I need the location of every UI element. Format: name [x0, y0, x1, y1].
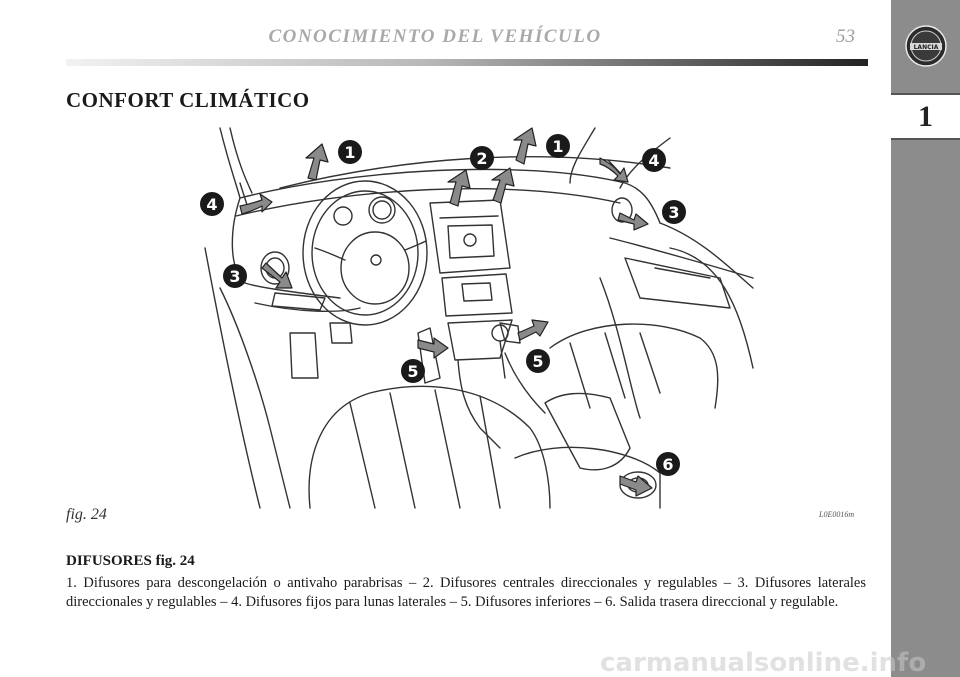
callout-3-right: 3 [668, 203, 680, 222]
callout-4-right: 4 [648, 151, 660, 170]
arrow-lower-right [518, 320, 548, 340]
running-header: CONOCIMIENTO DEL VEHÍCULO [268, 26, 602, 47]
figure-label: fig. 24 [66, 506, 107, 523]
body-paragraph: 1. Difusores para descongelación o antivaho parabrisas – 2. Difusores centrales direccionales y regulables – 3. Difusores laterales direccionales y regulables – 4. Difusores fijos para lunas laterales – 5. Difusores inferiores – 6. Salida trasera direccional y regulable. [66, 575, 866, 610]
callout-1-right: 1 [552, 137, 564, 156]
subheading: DIFUSORES fig. 24 [66, 553, 195, 569]
header-rule [66, 59, 868, 66]
callout-6: 6 [662, 455, 674, 474]
watermark-text: carmanualsonline.info [600, 648, 927, 677]
chapter-side-tab [891, 0, 960, 677]
callout-2: 2 [476, 149, 488, 168]
arrow-defrost-right [514, 128, 536, 164]
callout-1-left: 1 [344, 143, 356, 162]
watermark [600, 643, 927, 677]
lancia-logo-icon [904, 24, 948, 68]
callout-5-right: 5 [532, 352, 544, 371]
dashboard-vents-illustration [200, 128, 753, 508]
dashboard-line-art [205, 128, 753, 508]
arrow-center-left [448, 170, 470, 206]
callout-5-left: 5 [407, 362, 419, 381]
section-title: CONFORT CLIMÁTICO [66, 88, 310, 112]
arrow-lateral-right [618, 213, 648, 230]
figure-code: L0E0016m [819, 510, 855, 519]
chapter-number: 1 [891, 93, 960, 140]
callout-3-left: 3 [229, 267, 241, 286]
callout-4-left: 4 [206, 195, 218, 214]
page-number: 53 [836, 26, 855, 47]
arrow-defrost-left [306, 144, 328, 180]
arrow-center-right [492, 168, 514, 203]
logo-wordmark: LANCIA [913, 44, 939, 51]
